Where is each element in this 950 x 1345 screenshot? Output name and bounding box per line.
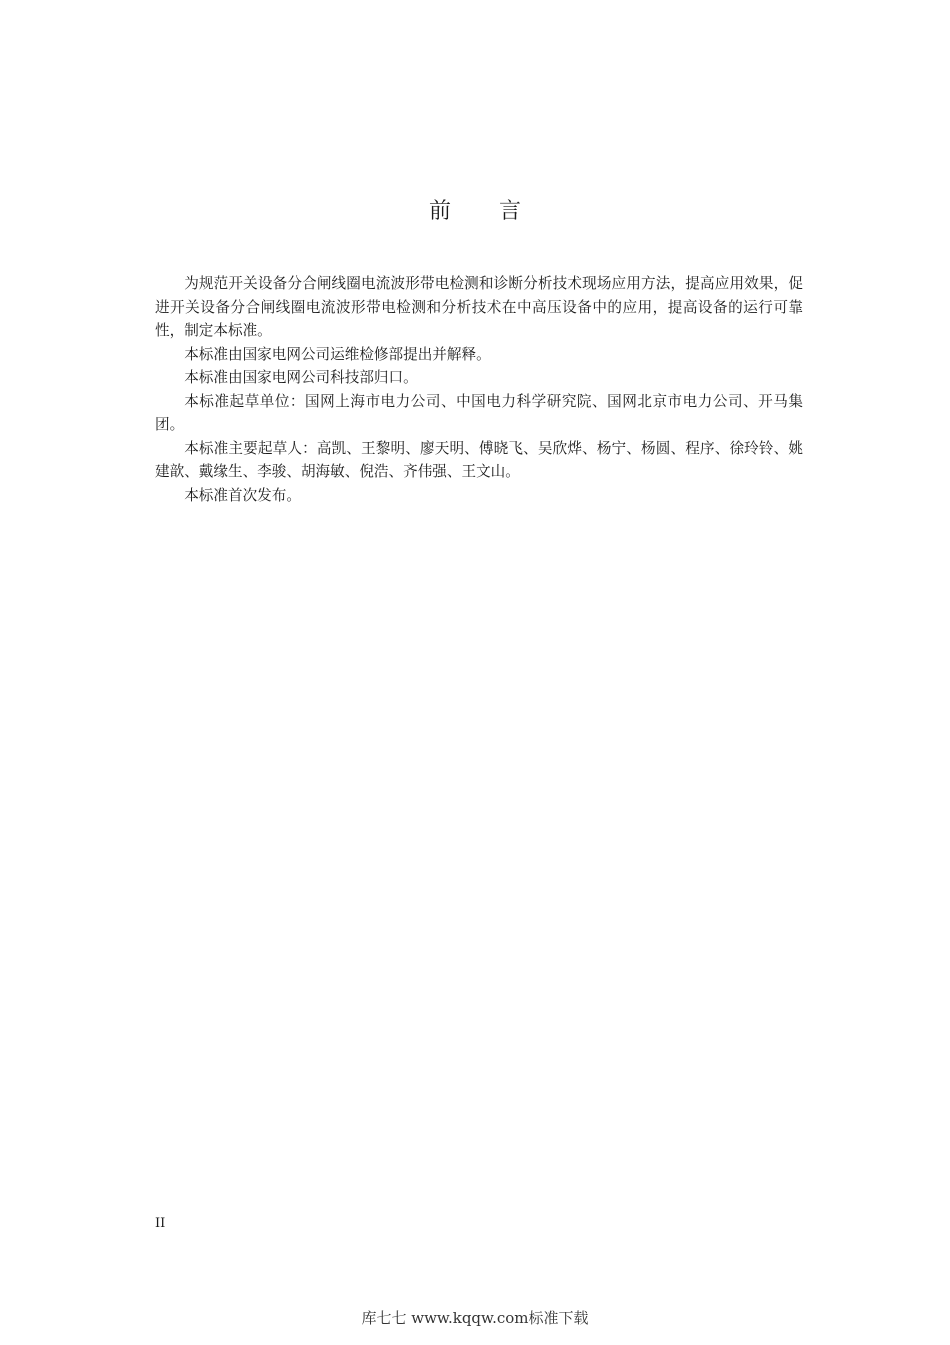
page-number: II [155, 1216, 166, 1231]
paragraph-drafting-units: 本标准起草单位：国网上海市电力公司、中国电力科学研究院、国网北京市电力公司、开马集团。 [155, 392, 803, 433]
paragraph-administrator: 本标准由国家电网公司科技部归口。 [184, 369, 418, 386]
paragraph-purpose: 为规范开关设备分合闸线圈电流波形带电检测和诊断分析技术现场应用方法，提高应用效果，促进开关设备分合闸线圈电流波形带电检测和分析技术在中高压设备中的应用，提高设备的运行可靠性，制定本标准。 [155, 275, 803, 339]
paragraph-first-release: 本标准首次发布。 [184, 486, 301, 504]
paragraph-drafters: 本标准主要起草人：高凯、王黎明、廖天明、傅晓飞、吴欣烨、杨宁、杨圆、程序、徐玲铃、姚建歆、戴缘生、李骏、胡海敏、倪浩、齐伟强、王文山。 [155, 439, 803, 480]
foreword-body [155, 272, 803, 507]
footer-watermark: 库七七 www.kqqw.com标准下载 [361, 1309, 589, 1327]
paragraph-proposer: 本标准由国家电网公司运维检修部提出并解释。 [184, 345, 491, 363]
page-title: 前言 [428, 199, 569, 224]
